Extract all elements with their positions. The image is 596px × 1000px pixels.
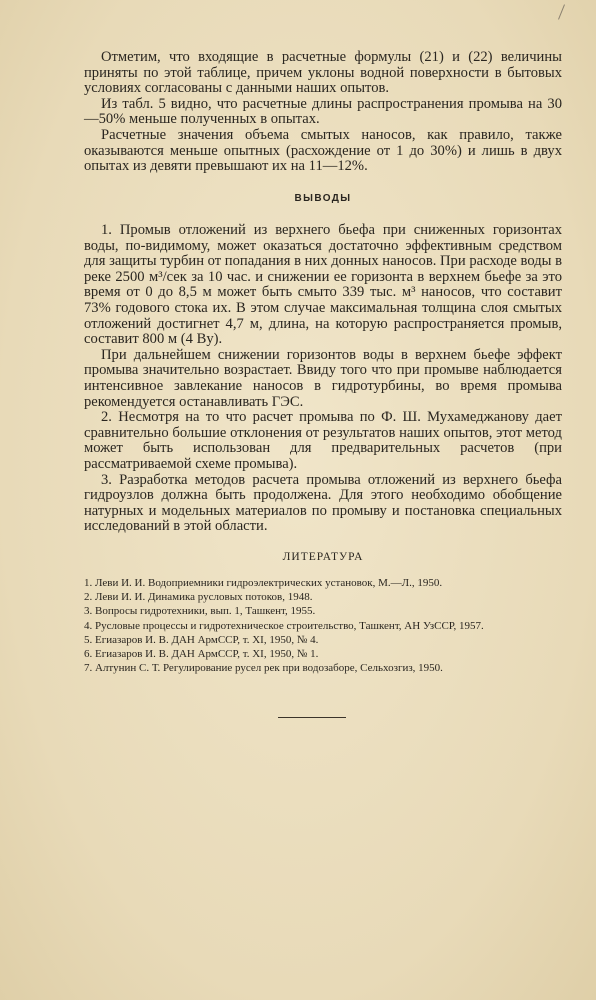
reference-item: 1. Леви И. И. Водоприемники гидроэлектрических установок, М.—Л., 1950. xyxy=(84,577,443,589)
reference-item: 2. Леви И. И. Динамика русловых потоков, 1948. xyxy=(84,591,313,604)
pencil-mark xyxy=(558,4,565,19)
reference-item: 6. Егиазаров И. В. ДАН АрмССР, т. XI, 1950, № 1. xyxy=(84,648,319,661)
reference-item: 5. Егиазаров И. В. ДАН АрмССР, т. XI, 1950, № 4. xyxy=(84,633,319,646)
conclusions-heading: ВЫВОДЫ xyxy=(294,193,352,204)
reference-item: 7. Алтунин С. Т. Регулирование русел рек при водозаборе, Сельхозгиз, 1950. xyxy=(84,662,443,675)
conclusion-1-continued: При дальнейшем снижении горизонтов воды в верхнем бьефе эффект промыва значительно возрастает. Ввиду того что при промыве наблюдается интенсивное завлекание наносов в гидротурбины, во время промыва рекомендуется останавливать ГЭС. xyxy=(84,346,562,410)
reference-item: 4. Русловые процессы и гидротехническое строительство, Ташкент, АН УзССР, 1957. xyxy=(84,619,484,632)
conclusions-text xyxy=(84,223,562,535)
reference-item: 3. Вопросы гидротехники, вып. 1, Ташкент, 1955. xyxy=(84,605,316,618)
intro-text xyxy=(84,50,562,175)
conclusion-1: 1. Промыв отложений из верхнего бьефа при сниженных горизонтах воды, по-видимому, может оказаться достаточно эффективным средством для защиты турбин от попадания в них донных наносов. При расходе воды в реке 2500 м³/сек за 10 час. и снижении ее горизонта в верхнем бьефе за это время от 0 до 8,5 м может быть смыто 339 тыс. м³ наносов, что составит 73% годового стока их. В этом случае максимальная толщина слоя смытых отложений достигнет 4,7 м, длина, на которую распространяется промыв, составит 800 м (4 Bу). xyxy=(84,222,562,348)
end-rule xyxy=(278,717,346,718)
intro-paragraph-1: Отметим, что входящие в расчетные формулы (21) и (22) величины приняты по этой таблице, причем уклоны водной поверхности в бытовых условиях согласованы с данными наших опытов. xyxy=(84,49,562,97)
literature-list xyxy=(84,576,562,675)
conclusion-3: 3. Разработка методов расчета промыва отложений из верхнего бьефа гидроузлов должна быть продолжена. Для этого необходимо обобщение натурных и модельных материалов по промыву и постановка специальных исследований в этой области. xyxy=(84,471,562,535)
conclusion-2: 2. Несмотря на то что расчет промыва по Ф. Ш. Мухамеджанову дает сравнительно большие отклонения от результатов наших опытов, этот метод может быть использован для предварительных расчетов (при рассматриваемой схеме промыва). xyxy=(84,409,562,472)
literature-heading: ЛИТЕРАТУРА xyxy=(282,551,364,563)
intro-paragraph-3: Расчетные значения объема смытых наносов, как правило, также оказываются меньше опытных (расхождение от 1 до 30%) и лишь в двух опытах из девяти превышают их на 11—12%. xyxy=(84,126,562,175)
intro-paragraph-2: Из табл. 5 видно, что расчетные длины распространения промыва на 30—50% меньше полученных в опытах. xyxy=(84,95,562,128)
